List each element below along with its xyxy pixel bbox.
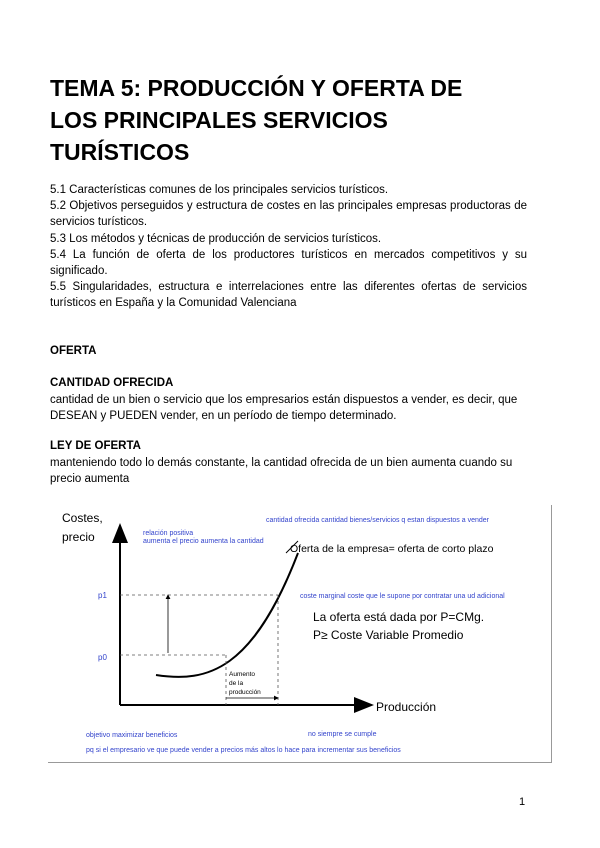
annotation-no-siempre: no siempre se cumple <box>308 731 377 738</box>
x-axis-label: Producción <box>376 700 437 714</box>
supply-curve-svg <box>48 505 551 762</box>
supply-curve <box>156 553 298 677</box>
title-line-2: LOS PRINCIPALES SERVICIOS <box>50 107 388 133</box>
paragraph-cantidad-ofrecida: cantidad de un bien o servicio que los empresarios están dispuestos a vender, es decir, que DESEAN y PUEDEN vender, en un período de tiempo determinado. <box>50 394 518 423</box>
aumento-label-1: Aumento <box>229 671 256 678</box>
annotation-relacion-positiva: relación positiva <box>143 530 194 537</box>
page-number: 1 <box>519 796 526 808</box>
toc-item: 5.4 La función de oferta de los productores turísticos en mercados competitivos y su significado. <box>50 248 527 278</box>
title-line-1: TEMA 5: PRODUCCIÓN Y OFERTA DE <box>50 75 463 101</box>
title-line-3: TURÍSTICOS <box>50 139 190 165</box>
y-axis-label-precio: precio <box>62 530 95 544</box>
table-of-contents <box>50 182 527 312</box>
annotation-aumenta-precio: aumenta el precio aumenta la cantidad <box>143 538 264 545</box>
y-axis-label-costes: Costes, <box>62 511 103 525</box>
aumento-label-3: producción <box>229 689 261 696</box>
aumento-label-2: de la <box>229 680 244 687</box>
section-heading-ley-oferta: LEY DE OFERTA <box>50 440 141 452</box>
section-heading-oferta: OFERTA <box>50 345 97 357</box>
p0-label: p0 <box>98 653 107 662</box>
document-title <box>50 72 550 168</box>
p1-label: p1 <box>98 591 107 600</box>
annotation-objetivo: objetivo maximizar beneficios <box>86 732 178 739</box>
statement-coste-variable: P≥ Coste Variable Promedio <box>313 628 464 642</box>
annotation-pq-empresario: pq si el empresario ve que puede vender a precios más altos lo hace para incrementar sus beneficios <box>86 747 401 754</box>
toc-item: 5.1 Características comunes de los principales servicios turísticos. <box>50 184 389 196</box>
paragraph-ley-oferta: manteniendo todo lo demás constante, la cantidad ofrecida de un bien aumenta cuando su precio aumenta <box>50 457 513 486</box>
supply-curve-label: Oferta de la empresa= oferta de corto plazo <box>290 543 494 555</box>
statement-p-cmg: La oferta está dada por P=CMg. <box>313 610 485 624</box>
toc-item: 5.3 Los métodos y técnicas de producción de servicios turísticos. <box>50 232 382 245</box>
supply-curve-figure <box>48 505 552 763</box>
annotation-cantidad-ofrecida: cantidad ofrecida cantidad bienes/servicios q estan dispuestos a vender <box>266 517 489 524</box>
toc-item: 5.2 Objetivos perseguidos y estructura de costes en las principales empresas productoras de servicios turísticos. <box>50 200 527 229</box>
toc-item: 5.5 Singularidades, estructura e interrelaciones entre las diferentes ofertas de servicios turísticos en España y la Comunidad Valenciana <box>50 281 527 310</box>
section-heading-cantidad-ofrecida: CANTIDAD OFRECIDA <box>50 377 174 389</box>
annotation-coste-marginal: coste marginal coste que le supone por contratar una ud adicional <box>300 593 505 600</box>
